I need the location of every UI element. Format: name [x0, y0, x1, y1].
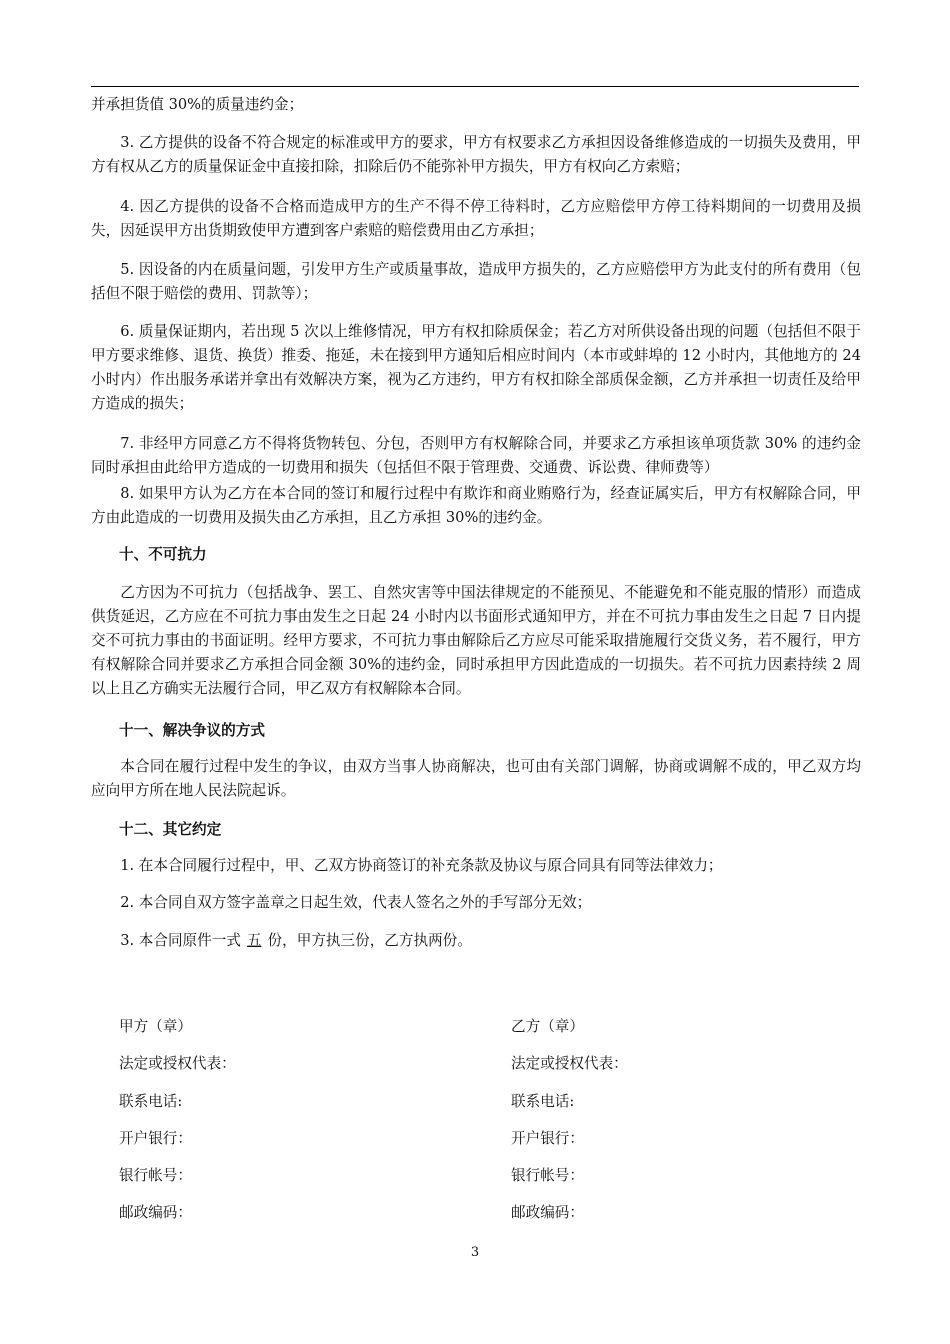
copies-text-prefix: 3. 本合同原件一式: [120, 932, 241, 949]
section-12-item-3: [91, 929, 861, 953]
copies-text-suffix: 份，甲方执三份，乙方执两份。: [267, 932, 472, 949]
clause-9-item-8: 8. 如果甲方认为乙方在本合同的签订和履行过程中有欺诈和商业贿赂行为，经查证属实后，甲方有权解除合同，甲方由此造成的一切费用及损失由乙方承担，且乙方承担 30%的违约金。: [91, 485, 861, 526]
party-a-representative-label: 法定或授权代表：: [119, 1055, 236, 1072]
party-a-bank-label: 开户银行：: [119, 1130, 192, 1147]
clause-9-item-4: 4. 因乙方提供的设备不合格而造成甲方的生产不得不停工待料时，乙方应赔偿甲方停工待料期间的一切费用及损失，因延误甲方出货期致使甲方遭到客户索赔的赔偿费用由乙方承担；: [91, 198, 861, 239]
page-number: 3: [470, 1245, 480, 1260]
party-a-account-label: 银行帐号：: [119, 1167, 192, 1184]
party-b-representative-label: 法定或授权代表：: [511, 1055, 628, 1072]
clause-9-item-6: 6. 质量保证期内，若出现 5 次以上维修情况，甲方有权扣除质保金；若乙方对所供设备出现的问题（包括但不限于甲方要求维修、退货、换货）推委、拖延，未在接到甲方通知后相应时间内（本市或蚌埠的 12 小时内，其他地方的 24 小时内）作出服务承诺并拿出有效解决方案，视为乙方违约，甲方有权扣除全部质保金额，乙方并承担一切责任及给甲方造成的损失；: [91, 323, 861, 412]
section-11-heading: 十一、解决争议的方式: [119, 722, 265, 739]
clause-9-item-3: 3. 乙方提供的设备不符合规定的标准或甲方的要求，甲方有权要求乙方承担因设备维修造成的一切损失及费用，甲方有权从乙方的质量保证金中直接扣除，扣除后仍不能弥补甲方损失，甲方有权向乙方索赔；: [91, 134, 861, 175]
party-a-phone-label: 联系电话:: [119, 1093, 183, 1110]
party-a-postcode-label: 邮政编码：: [119, 1204, 192, 1221]
party-b-bank-label: 开户银行：: [511, 1130, 584, 1147]
party-b-seal-label: 乙方（章）: [511, 1018, 584, 1035]
clause-9-item-7: 7. 非经甲方同意乙方不得将货物转包、分包，否则甲方有权解除合同，并要求乙方承担该单项货款 30% 的违约金同时承担由此给甲方造成的一切费用和损失（包括但不限于管理费、交通费、诉讼费、律师费等）: [91, 435, 861, 476]
party-b-postcode-label: 邮政编码：: [511, 1204, 584, 1221]
section-12-item-1: 1. 在本合同履行过程中，甲、乙双方协商签订的补充条款及协议与原合同具有同等法律效力；: [120, 857, 723, 874]
header-rule: [91, 86, 859, 87]
party-b-phone-label: 联系电话:: [511, 1093, 575, 1110]
clause-9-item-5: 5. 因设备的内在质量问题，引发甲方生产或质量事故，造成甲方损失的，乙方应赔偿甲方为此支付的所有费用（包括但不限于赔偿的费用、罚款等）；: [91, 261, 861, 302]
section-12-item-2: 2. 本合同自双方签字盖章之日起生效，代表人签名之外的手写部分无效；: [120, 894, 592, 911]
section-11-body: 本合同在履行过程中发生的争议，由双方当事人协商解决，也可由有关部门调解，协商或调解不成的，甲乙双方均应向甲方所在地人民法院起诉。: [91, 758, 861, 799]
party-b-account-label: 银行帐号：: [511, 1167, 584, 1184]
section-10-heading: 十、不可抗力: [119, 546, 207, 563]
clause-paragraph-continuation: 并承担货值 30%的质量违约金；: [91, 96, 304, 113]
party-a-seal-label: 甲方（章）: [119, 1018, 192, 1035]
copies-count: 五: [246, 932, 262, 949]
section-12-heading: 十二、其它约定: [119, 821, 222, 838]
section-10-body: 乙方因为不可抗力（包括战争、罢工、自然灾害等中国法律规定的不能预见、不能避免和不能克服的情形）而造成供货延迟，乙方应在不可抗力事由发生之日起 24 小时内以书面形式通知甲方，并在不可抗力事由发生之日起 7 日内提交不可抗力事由的书面证明。经甲方要求，不可抗力事由解除后乙方应尽可能采取措施履行交货义务，若不履行，甲方有权解除合同并要求乙方承担合同金额 30%的违约金，同时承担甲方因此造成的一切损失。若不可抗力因素持续 2 周以上且乙方确实无法履行合同，甲乙双方有权解除本合同。: [91, 584, 861, 697]
